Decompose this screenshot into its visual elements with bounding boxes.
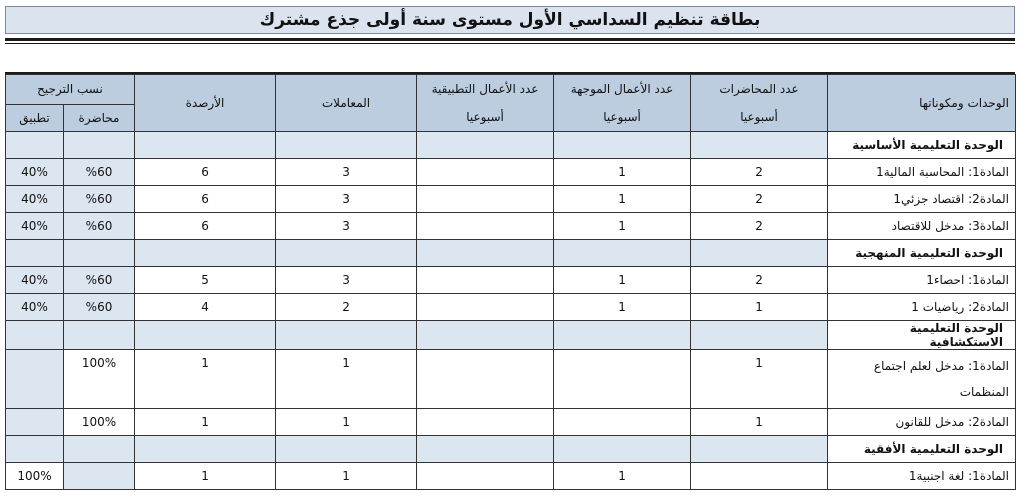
title-divider-thin [5, 43, 1015, 44]
subject-name: المادة2: مدخل للقانون [828, 409, 1016, 436]
subject-name: المادة2: اقتصاد جزئي1 [828, 186, 1016, 213]
practice-weight: 40% [6, 267, 64, 294]
credits: 1 [135, 350, 276, 409]
guided-count [554, 350, 691, 409]
lectures-count: 2 [691, 213, 828, 240]
practice-weight [6, 409, 64, 436]
coefficient: 3 [276, 186, 417, 213]
section-row [6, 321, 1016, 350]
empty-cell [6, 436, 64, 463]
empty-cell [691, 436, 828, 463]
empty-cell [64, 436, 135, 463]
subject-row [6, 186, 1016, 213]
coefficient: 3 [276, 159, 417, 186]
practical-count [417, 409, 554, 436]
guided-count: 1 [554, 159, 691, 186]
practical-count [417, 350, 554, 409]
section-row [6, 240, 1016, 267]
subject-name: المادة2: رياضيات 1 [828, 294, 1016, 321]
empty-cell [6, 240, 64, 267]
header-lectures-line1: عدد المحاضرات [719, 82, 799, 96]
empty-cell [417, 321, 554, 350]
credits: 6 [135, 159, 276, 186]
credits: 1 [135, 409, 276, 436]
empty-cell [417, 240, 554, 267]
subject-name: المادة3: مدخل للاقتصاد [828, 213, 1016, 240]
empty-cell [135, 240, 276, 267]
practical-count [417, 294, 554, 321]
coefficient: 1 [276, 409, 417, 436]
subject-name: المادة1: احصاء1 [828, 267, 1016, 294]
lectures-count: 1 [691, 294, 828, 321]
empty-cell [276, 436, 417, 463]
header-weights-practice: تطبيق [6, 104, 64, 131]
empty-cell [417, 132, 554, 159]
empty-cell [691, 240, 828, 267]
empty-cell [135, 132, 276, 159]
guided-count: 1 [554, 267, 691, 294]
empty-cell [135, 321, 276, 350]
coefficient: 1 [276, 463, 417, 490]
empty-cell [276, 321, 417, 350]
lecture-weight: %60 [64, 213, 135, 240]
empty-cell [691, 132, 828, 159]
empty-cell [554, 436, 691, 463]
title-banner [5, 6, 1015, 34]
lectures-count: 2 [691, 186, 828, 213]
practice-weight [6, 350, 64, 409]
empty-cell [276, 132, 417, 159]
lecture-weight: %60 [64, 159, 135, 186]
practice-weight: 40% [6, 159, 64, 186]
section-title: الوحدة التعليمية المنهجية [828, 240, 1016, 267]
lecture-weight: 100% [64, 409, 135, 436]
empty-cell [6, 321, 64, 350]
practical-count [417, 213, 554, 240]
empty-cell [64, 321, 135, 350]
section-row [6, 132, 1016, 159]
lecture-weight: 100% [64, 350, 135, 409]
lecture-weight: %60 [64, 186, 135, 213]
practice-weight: 100% [6, 463, 64, 490]
header-guided-line1: عدد الأعمال الموجهة [570, 82, 674, 96]
empty-cell [554, 321, 691, 350]
empty-cell [691, 321, 828, 350]
practice-weight: 40% [6, 294, 64, 321]
header-guided-work [554, 75, 691, 132]
header-coefficients: المعاملات [276, 75, 417, 132]
practice-weight: 40% [6, 213, 64, 240]
empty-cell [276, 240, 417, 267]
empty-cell [417, 436, 554, 463]
coefficient: 1 [276, 350, 417, 409]
practical-count [417, 463, 554, 490]
header-credits: الأرصدة [135, 75, 276, 132]
section-title: الوحدة التعليمية الأساسية [828, 132, 1016, 159]
lecture-weight: %60 [64, 294, 135, 321]
header-lectures-line2: أسبوعيا [740, 110, 778, 124]
subject-name: المادة1: مدخل لعلم اجتماع المنظمات [828, 350, 1016, 409]
header-weights-lecture: محاضرة [64, 104, 135, 131]
header-guided-line2: أسبوعيا [603, 110, 641, 124]
subject-row [6, 213, 1016, 240]
subject-name: المادة1: لغة اجنبية1 [828, 463, 1016, 490]
guided-count [554, 409, 691, 436]
practical-count [417, 159, 554, 186]
lecture-weight: %60 [64, 267, 135, 294]
subject-row [6, 159, 1016, 186]
credits: 6 [135, 186, 276, 213]
guided-count: 1 [554, 463, 691, 490]
subject-row [6, 350, 1016, 409]
practical-count [417, 267, 554, 294]
credits: 6 [135, 213, 276, 240]
practical-count [417, 186, 554, 213]
organization-table [5, 74, 1016, 490]
credits: 5 [135, 267, 276, 294]
lectures-count: 2 [691, 267, 828, 294]
credits: 4 [135, 294, 276, 321]
header-lectures [691, 75, 828, 132]
lectures-count: 2 [691, 159, 828, 186]
lectures-count: 1 [691, 409, 828, 436]
subject-row [6, 409, 1016, 436]
section-row [6, 436, 1016, 463]
practice-weight: 40% [6, 186, 64, 213]
guided-count: 1 [554, 186, 691, 213]
credits: 1 [135, 463, 276, 490]
subject-name: المادة1: المحاسبة المالية1 [828, 159, 1016, 186]
lectures-count [691, 463, 828, 490]
coefficient: 3 [276, 213, 417, 240]
header-units: الوحدات ومكوناتها [828, 75, 1016, 132]
empty-cell [554, 240, 691, 267]
guided-count: 1 [554, 213, 691, 240]
page-title: بطاقة تنظيم السداسي الأول مستوى سنة أولى جذع مشترك [259, 10, 761, 30]
lectures-count: 1 [691, 350, 828, 409]
guided-count: 1 [554, 294, 691, 321]
header-practical-work [417, 75, 554, 132]
lecture-weight [64, 463, 135, 490]
subject-row [6, 294, 1016, 321]
coefficient: 2 [276, 294, 417, 321]
empty-cell [64, 240, 135, 267]
title-divider-thick [5, 38, 1015, 41]
section-title: الوحدة التعليمية الأفقية [828, 436, 1016, 463]
empty-cell [135, 436, 276, 463]
subject-row [6, 267, 1016, 294]
header-weights: نسب الترجيح [6, 75, 135, 105]
subject-row [6, 463, 1016, 490]
empty-cell [6, 132, 64, 159]
section-title: الوحدة التعليمية الاستكشافية [828, 321, 1016, 350]
header-practical-line2: أسبوعيا [466, 110, 504, 124]
header-practical-line1: عدد الأعمال التطبيقية [431, 82, 539, 96]
empty-cell [64, 132, 135, 159]
empty-cell [554, 132, 691, 159]
coefficient: 3 [276, 267, 417, 294]
